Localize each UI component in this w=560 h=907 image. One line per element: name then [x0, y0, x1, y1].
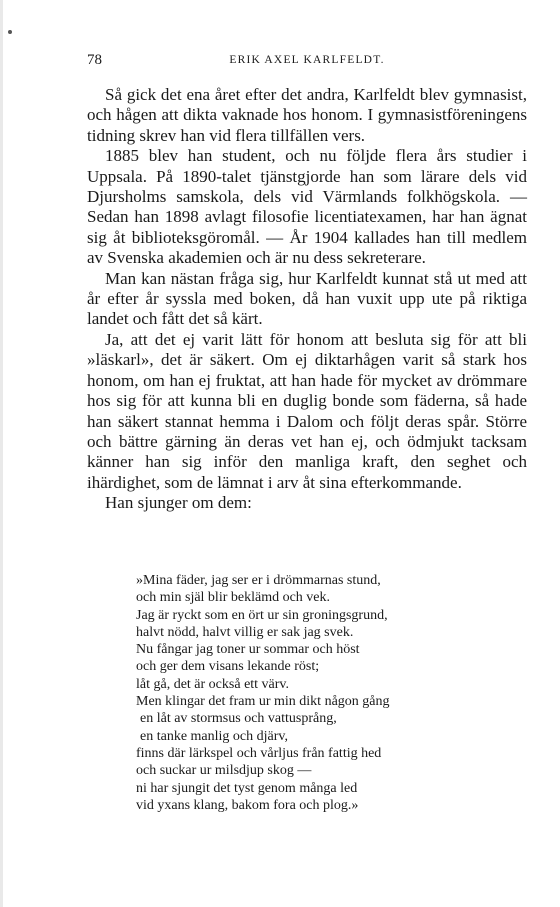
paragraph: Ja, att det ej varit lätt för honom att besluta sig för att bli »läskarl», det är säkert. Om ej diktarhågen varit så stark hos honom, om han ej fruktat, att han hade för mycket av drömmare hos sig för att kunna bli en duglig bonde som fäderna, så hade han säkert stannat hemma i Dalom och följt deras spår. Större och bättre gärning än deras vet han ej, och ödmjukt tacksam känner han sig inför den manliga kraft, den seghet och ihärdighet, som de lämnat i arv åt sina efterkommande. — [87, 329, 527, 492]
paragraph: Han sjunger om dem: — [105, 493, 252, 513]
page-header — [87, 52, 527, 72]
page-edge — [0, 0, 3, 907]
poem-line: Nu fångar jag toner ur sommar och höst — [136, 642, 360, 658]
margin-dot — [8, 30, 12, 34]
paragraph: Man kan nästan fråga sig, hur Karlfeldt kunnat stå ut med att år efter år syssla med boken, då han vuxit upp ute på riktiga landet och fått det så kärt. — [87, 268, 527, 329]
paragraph: 1885 blev han student, och nu följde flera års studier i Uppsala. På 1890-talet tjänstgjorde han som lärare dels vid Djursholms samskola, dels vid Värmlands folkhögskola. — Sedan han 1898 avlagt filosofie licentiatexamen, har han ägnat sig åt biblioteksgöromål. — År 1904 kallades han till medlem av Svenska akademien och är nu dess sekreterare. — [87, 146, 527, 268]
poem-line: »Mina fäder, jag ser er i drömmarnas stund, — [136, 573, 381, 588]
poem-line: Men klingar det fram ur min dikt någon gång — [136, 694, 390, 710]
paragraph: Så gick det ena året efter det andra, Karlfeldt blev gymnasist, och hågen att dikta vaknade hos honom. I gymnasistföreningens tidning skrev han vid flera tillfällen vers. — [87, 85, 527, 145]
poem-line: låt gå, det är också ett värv. — [136, 676, 290, 692]
running-head: ERIK AXEL KARLFELDT. — [229, 54, 385, 66]
poem-line: och min själ blir beklämd och vek. — [136, 590, 331, 606]
poem-line: finns där lärkspel och vårljus från fattig hed — [136, 745, 382, 761]
poem-line: vid yxans klang, bakom fora och plog.» — [136, 797, 359, 813]
poem-quote — [136, 572, 526, 814]
poem-line: och suckar ur milsdjup skog — — [136, 763, 312, 779]
poem-line: halvt nödd, halvt villig er sak jag svek. — [136, 624, 354, 640]
poem-line: Jag är ryckt som en ört ur sin groningsgrund, — [136, 607, 388, 623]
poem-line: ni har sjungit det tyst genom många led — [136, 780, 358, 796]
poem-line: en tanke manlig och djärv, — [140, 728, 288, 744]
poem-line: och ger dem visans lekande röst; — [136, 659, 320, 675]
poem-line: en låt av stormsus och vattusprång, — [140, 711, 337, 727]
page-number: 78 — [87, 52, 102, 68]
body-text — [87, 85, 527, 514]
